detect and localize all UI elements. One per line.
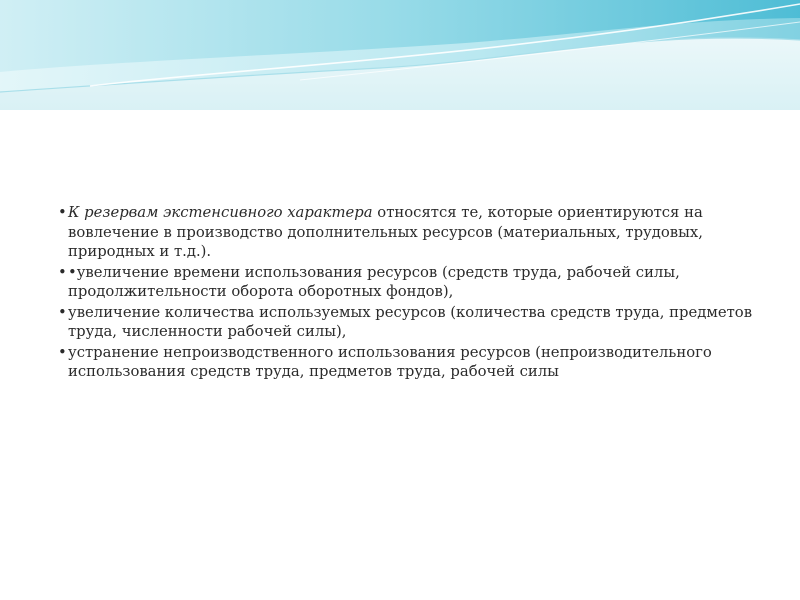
bullet-marker: • <box>58 263 67 281</box>
item-text: увеличение количества используемых ресурсов (количества средств труда, предметов труда, численности рабочей силы), <box>68 303 753 340</box>
header-wave-decoration <box>0 0 800 110</box>
list-item <box>58 203 793 262</box>
list-item <box>58 343 793 382</box>
list-item <box>58 263 793 302</box>
bullet-marker: • <box>58 343 67 361</box>
bullet-marker: • <box>58 204 67 221</box>
item-text: относятся те, которые ориентируются на вовлечение в производство дополнительных ресурсов (материальных, трудовых, природных и т.д.). <box>68 204 703 260</box>
list-item <box>58 303 793 342</box>
item-text: устранение непроизводственного использования ресурсов (непроизводительного использования средств труда, предметов труда, рабочей силы <box>68 343 712 380</box>
emphasis-text: К резервам экстенсивного характера <box>68 204 373 221</box>
bullet-list <box>58 203 793 383</box>
bullet-marker: • <box>58 303 67 321</box>
item-text: •увеличение времени использования ресурсов (средств труда, рабочей силы, продолжительности оборота оборотных фондов), <box>68 263 680 300</box>
